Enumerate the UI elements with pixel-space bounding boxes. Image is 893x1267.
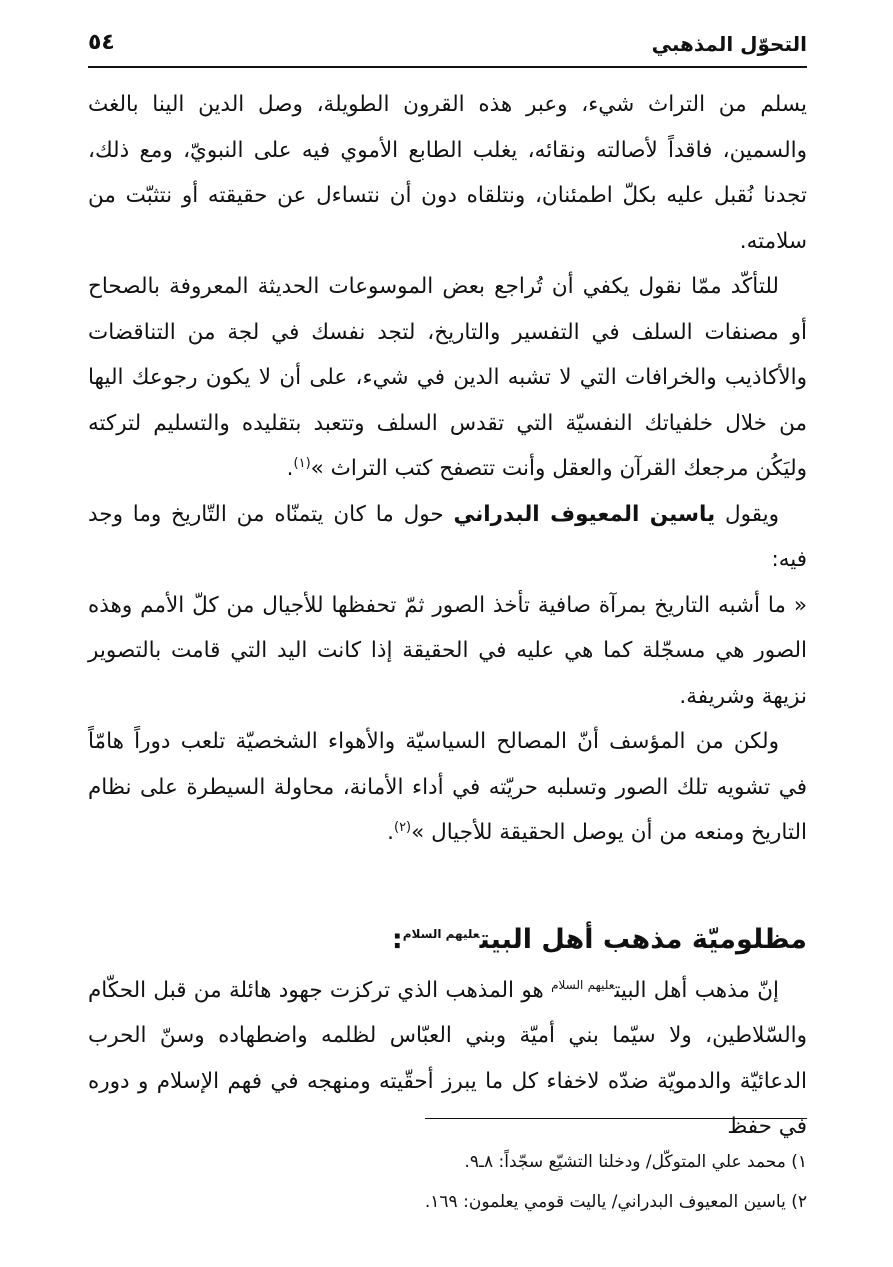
section-heading: مظلوميّة مذهب أهل البيت$^{عليهم السلام}$:: [391, 923, 807, 955]
footnotes: [88, 1142, 807, 1222]
running-title: التحوّل المذهبي: [651, 32, 807, 56]
section-paragraph: إنّ مذهب أهل البيت$^{عليهم السلام}$ هو المذهب الذي تركزت جهود هائلة من قبل الحكّام والسّلاطين، ولا سيّما بني أميّة وبني العبّاس لظلمه واضطهاده وسنّ الحرب الدعائيّة والدمويّة ضدّه لاخفاء كل ما يبرز أحقّيته ومنهجه في فهم الإسلام و دوره في حفظ: [88, 977, 807, 1139]
paragraph-attribution: ويقول ياسين المعيوف البدراني حول ما كان يتمنّاه من التّاريخ وما وجد فيه:: [88, 501, 807, 572]
paragraph-quote-verification: للتأكّد ممّا نقول يكفي أن تُراجع بعض الموسوعات الحديثة المعروفة بالصحاح أو مصنفات السلف في التفسير والتاريخ، لتجد نفسك في لجة من التناقضات والأكاذيب والخرافات التي لا تشبه الدين في شيء، على أن لا يكون رجوعك اليها من خلال خلفياتك النفسيّة التي تقدس السلف وتتعبد بتقليده والتسليم لتركته وليَكُن مرجعك القرآن والعقل وأنت تتصفح كتب التراث »$^{(١)}$.: [88, 274, 807, 481]
main-text: [88, 82, 807, 1150]
footnote-2: ٢) ياسين المعيوف البدراني/ ياليت قومي يعلمون: ١٦٩.: [424, 1192, 807, 1212]
paragraph-quote-mirror: « ما أشبه التاريخ بمرآة صافية تأخذ الصور ثمّ تحفظها للأجيال من كلّ الأمم وهذه الصور هي مسجّلة كما هي عليه في الحقيقة إذا كانت اليد التي قامت بالتصوير نزيهة وشريفة.: [88, 592, 807, 709]
honorific-mark: عليهم السلام: [402, 926, 480, 941]
paragraph-quote-politics: ولكن من المؤسف أنّ المصالح السياسيّة والأهواء الشخصيّة تلعب دوراً هامّاً في تشويه تلك الصور وتسلبه حريّته في أداء الأمانة، محاولة السيطرة على نظام التاريخ ومنعه من أن يوصل الحقيقة للأجيال »$^{(٢)}$.: [88, 729, 807, 845]
author-name: ياسين المعيوف البدراني: [453, 501, 716, 527]
paragraph-continuation: يسلم من التراث شيء، وعبر هذه القرون الطويلة، وصل الدين الينا بالغث والسمين، فاقداً لأصالته ونقائه، يغلب الطابع الأموي فيه على النبويّ، ومع ذلك، تجدنا نُقبل عليه بكلّ اطمئنان، ونتلقاه دون أن نتساءل عن حقيقته أو نتثبّت من سلامته.: [88, 92, 807, 254]
footnote-1: ١) محمد علي المتوكّل/ ودخلنا التشيّع سجّداً: ٨ـ٩.: [464, 1152, 807, 1172]
footnote-divider: [425, 1118, 807, 1119]
page-number: ٥٤: [88, 30, 115, 55]
running-header: [88, 26, 807, 68]
footnote-ref-2: (٢): [393, 819, 412, 835]
honorific-mark: عليهم السلام: [551, 977, 615, 992]
footnote-ref-1: (١): [293, 455, 311, 471]
